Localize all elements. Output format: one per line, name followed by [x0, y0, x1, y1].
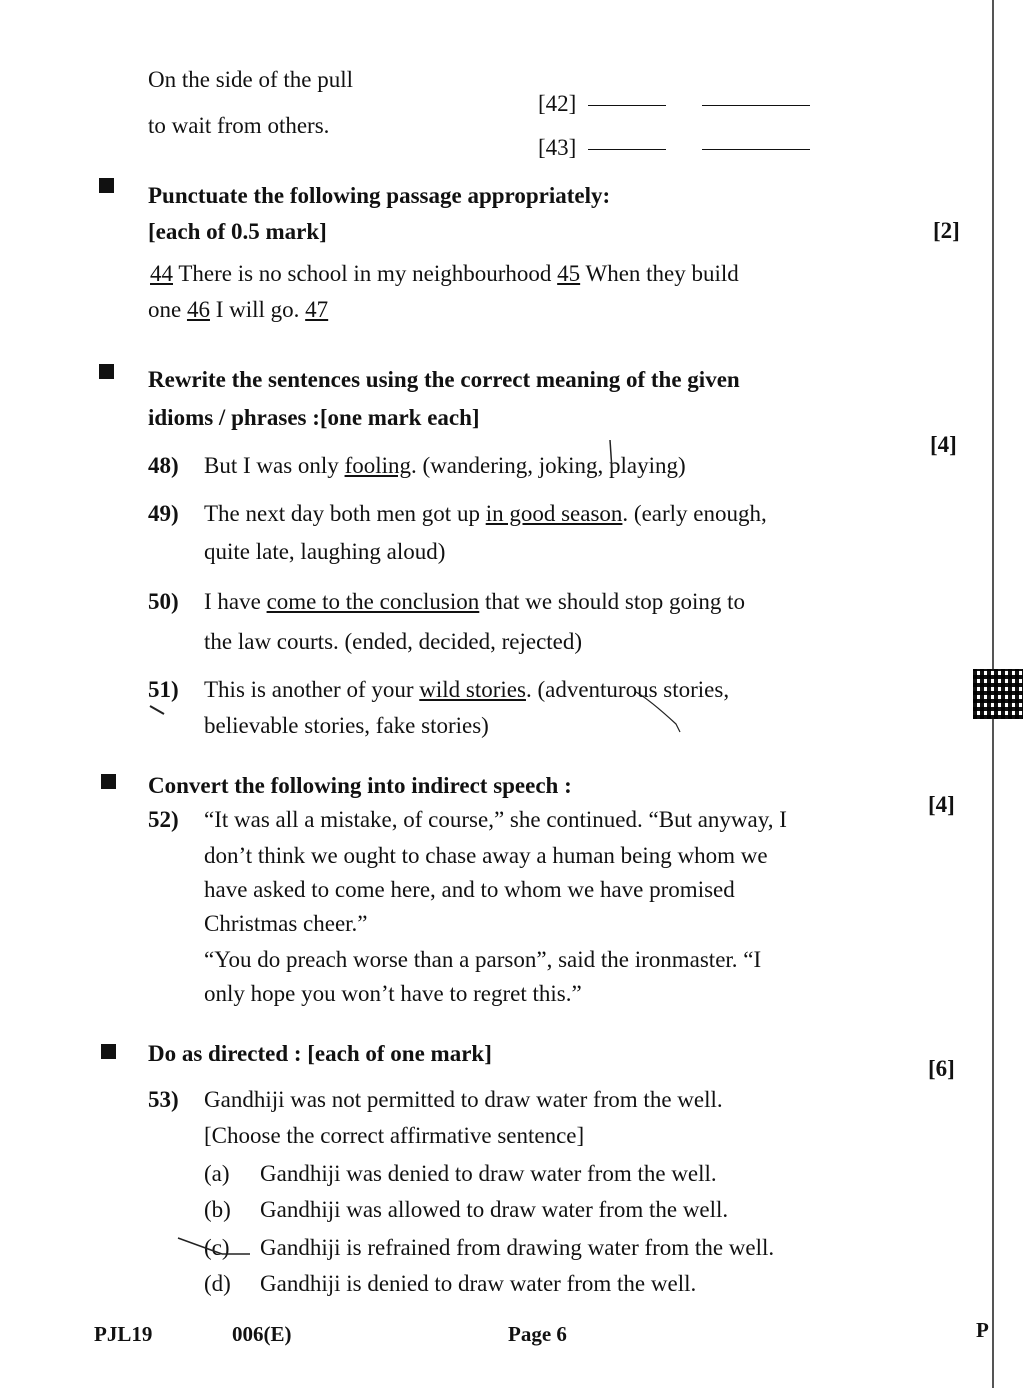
q49-idiom: in good season — [485, 501, 623, 526]
idioms-heading-2: idioms / phrases :[one mark each] — [148, 405, 480, 430]
option-c-label: (c) — [204, 1235, 230, 1260]
q53-number: 53) — [148, 1087, 179, 1112]
punctuate-text-4: I will go. — [215, 297, 300, 322]
q51-idiom: wild stories — [419, 677, 526, 702]
option-c-text: Gandhiji is refrained from drawing water from the well. — [260, 1235, 775, 1260]
punctuate-marks: [2] — [933, 218, 960, 243]
q50-idiom: come to the conclusion — [266, 589, 480, 614]
punctuate-text-3: one — [148, 297, 182, 322]
q48-idiom: fooling — [344, 453, 412, 478]
blank-47: 47 — [305, 297, 329, 322]
q50-number: 50) — [148, 589, 179, 614]
q48-post: . (wandering, joking, playing) — [411, 453, 686, 478]
q52-line-3: have asked to come here, and to whom we have promised — [204, 877, 735, 902]
pen-mark — [610, 440, 612, 470]
q51-line-2: believable stories, fake stories) — [204, 713, 489, 738]
q52-line-5: “You do preach worse than a parson”, said the ironmaster. “I — [204, 947, 762, 972]
option-a-label: (a) — [204, 1161, 230, 1186]
punctuate-heading-1: Punctuate the following passage appropriately: — [148, 183, 611, 208]
indirect-marks: [4] — [928, 792, 955, 817]
footer-code: PJL19 — [94, 1322, 153, 1346]
pull-line-2: to wait from others. — [148, 113, 330, 138]
option-b-text: Gandhiji was allowed to draw water from the well. — [260, 1197, 729, 1222]
blank-45: 45 — [557, 261, 581, 286]
option-d-label: (d) — [204, 1271, 231, 1296]
idioms-heading-1: Rewrite the sentences using the correct meaning of the given — [148, 367, 740, 392]
q51-number: 51) — [148, 677, 179, 702]
q52-line-6: only hope you won’t have to regret this.” — [204, 981, 582, 1006]
indirect-heading: Convert the following into indirect speech : — [148, 773, 572, 798]
q53-instruction: [Choose the correct affirmative sentence] — [204, 1123, 585, 1148]
q48-number: 48) — [148, 453, 179, 478]
punctuate-heading-2: [each of 0.5 mark] — [148, 219, 327, 244]
footer-paper: 006(E) — [232, 1322, 292, 1346]
option-d-text: Gandhiji is denied to draw water from the well. — [260, 1271, 697, 1296]
q52-line-1: “It was all a mistake, of course,” she continued. “But anyway, I — [204, 807, 787, 832]
footer-edge: P — [976, 1318, 989, 1342]
q50-pre: I have — [204, 589, 261, 614]
footer-page: Page 6 — [508, 1322, 567, 1346]
q49-pre: The next day both men got up — [204, 501, 480, 526]
q49-line-2: quite late, laughing aloud) — [204, 539, 446, 564]
directed-marks: [6] — [928, 1056, 955, 1081]
idioms-marks: [4] — [930, 432, 957, 457]
pen-mark — [150, 706, 164, 714]
q50-post: that we should stop going to — [485, 589, 746, 614]
q51-post: . (adventurous stories, — [525, 677, 730, 702]
q42-label: [42] — [538, 91, 577, 116]
pen-mark — [636, 692, 680, 732]
punctuate-text-2: When they build — [585, 261, 739, 286]
q43-label: [43] — [538, 135, 577, 160]
option-b-label: (b) — [204, 1197, 231, 1222]
punctuate-text-1: There is no school in my neighbourhood — [178, 261, 552, 286]
q52-number: 52) — [148, 807, 179, 832]
q51-pre: This is another of your — [204, 677, 414, 702]
blank-44: 44 — [150, 261, 173, 286]
q53-sentence: Gandhiji was not permitted to draw water from the well. — [204, 1087, 723, 1112]
q48-pre: But I was only — [204, 453, 339, 478]
pen-mark — [178, 1238, 222, 1254]
blank-46: 46 — [186, 297, 210, 322]
q49-number: 49) — [148, 501, 179, 526]
q49-post: . (early enough, — [622, 501, 767, 526]
q50-line-2: the law courts. (ended, decided, rejected) — [204, 629, 583, 654]
q52-line-4: Christmas cheer.” — [204, 911, 368, 936]
pull-line-1: On the side of the pull — [148, 67, 354, 92]
q52-line-2: don’t think we ought to chase away a human being whom we — [204, 843, 768, 868]
directed-heading: Do as directed : [each of one mark] — [148, 1041, 492, 1066]
option-a-text: Gandhiji was denied to draw water from the well. — [260, 1161, 717, 1186]
